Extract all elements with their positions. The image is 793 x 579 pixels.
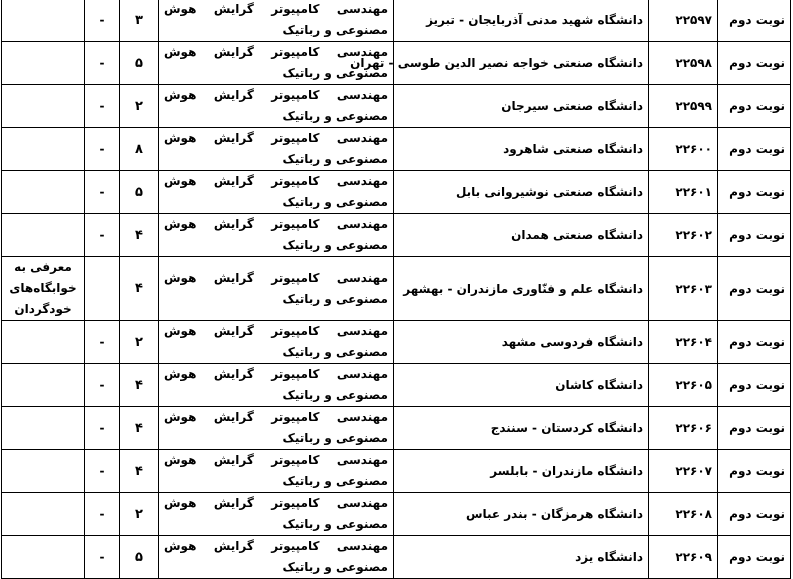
dash-cell: -	[85, 407, 120, 450]
dash-cell: -	[85, 85, 120, 128]
code-cell: ۲۲۶۰۷	[649, 450, 718, 493]
admission-table	[1, 0, 791, 579]
note-cell: معرفی به خوابگاه‌های خودگردان	[2, 257, 85, 321]
note-cell	[2, 321, 85, 364]
turn-cell: نوبت دوم	[718, 493, 791, 536]
field-cell: مهندسی کامپیوتر گرایش هوش مصنوعی و رباتیک	[159, 450, 394, 493]
field-cell: مهندسی کامپیوتر گرایش هوش مصنوعی و رباتیک	[159, 321, 394, 364]
field-cell: مهندسی کامپیوتر گرایش هوش مصنوعی و رباتیک	[159, 214, 394, 257]
turn-cell: نوبت دوم	[718, 85, 791, 128]
turn-cell: نوبت دوم	[718, 321, 791, 364]
turn-cell: نوبت دوم	[718, 407, 791, 450]
dash-cell: -	[85, 214, 120, 257]
field-cell: مهندسی کامپیوتر گرایش هوش مصنوعی و رباتیک	[159, 257, 394, 321]
note-cell	[2, 214, 85, 257]
field-cell: مهندسی کامپیوتر گرایش هوش مصنوعی و رباتیک	[159, 493, 394, 536]
table-row	[2, 493, 791, 536]
capacity-cell: ۸	[120, 128, 159, 171]
capacity-cell: ۲	[120, 493, 159, 536]
turn-cell: نوبت دوم	[718, 128, 791, 171]
code-cell: ۲۲۶۰۹	[649, 536, 718, 579]
university-cell: دانشگاه علم و فنّاوری مازندران - بهشهر	[394, 257, 649, 321]
university-cell: دانشگاه شهید مدنی آذربایجان - تبریز	[394, 0, 649, 42]
code-cell: ۲۲۵۹۸	[649, 42, 718, 85]
field-cell: مهندسی کامپیوتر گرایش هوش مصنوعی و رباتیک	[159, 0, 394, 42]
capacity-cell: ۴	[120, 450, 159, 493]
table-row	[2, 171, 791, 214]
dash-cell: -	[85, 321, 120, 364]
table-body	[2, 0, 791, 579]
note-cell	[2, 85, 85, 128]
turn-cell: نوبت دوم	[718, 42, 791, 85]
university-cell: دانشگاه صنعتی نوشیروانی بابل	[394, 171, 649, 214]
dash-cell: -	[85, 536, 120, 579]
turn-cell: نوبت دوم	[718, 450, 791, 493]
dash-cell: -	[85, 42, 120, 85]
code-cell: ۲۲۶۰۲	[649, 214, 718, 257]
table-row	[2, 128, 791, 171]
code-cell: ۲۲۶۰۶	[649, 407, 718, 450]
turn-cell: نوبت دوم	[718, 214, 791, 257]
note-cell	[2, 42, 85, 85]
dash-cell: -	[85, 450, 120, 493]
turn-cell: نوبت دوم	[718, 0, 791, 42]
note-cell	[2, 493, 85, 536]
university-cell: دانشگاه صنعتی شاهرود	[394, 128, 649, 171]
dash-cell: -	[85, 364, 120, 407]
table-row	[2, 536, 791, 579]
capacity-cell: ۵	[120, 536, 159, 579]
table-row	[2, 42, 791, 85]
field-cell: مهندسی کامپیوتر گرایش هوش مصنوعی و رباتیک	[159, 42, 394, 85]
field-cell: مهندسی کامپیوتر گرایش هوش مصنوعی و رباتیک	[159, 364, 394, 407]
turn-cell: نوبت دوم	[718, 257, 791, 321]
code-cell: ۲۲۶۰۰	[649, 128, 718, 171]
table-row	[2, 450, 791, 493]
code-cell: ۲۲۶۰۴	[649, 321, 718, 364]
university-cell: دانشگاه صنعتی همدان	[394, 214, 649, 257]
university-cell: دانشگاه کردستان - سنندج	[394, 407, 649, 450]
turn-cell: نوبت دوم	[718, 536, 791, 579]
dash-cell: -	[85, 493, 120, 536]
university-cell: دانشگاه فردوسی مشهد	[394, 321, 649, 364]
table-row	[2, 214, 791, 257]
field-cell: مهندسی کامپیوتر گرایش هوش مصنوعی و رباتیک	[159, 536, 394, 579]
code-cell: ۲۲۶۰۸	[649, 493, 718, 536]
university-cell: دانشگاه هرمزگان - بندر عباس	[394, 493, 649, 536]
note-cell	[2, 536, 85, 579]
field-cell: مهندسی کامپیوتر گرایش هوش مصنوعی و رباتیک	[159, 128, 394, 171]
dash-cell: -	[85, 171, 120, 214]
capacity-cell: ۴	[120, 364, 159, 407]
note-cell	[2, 0, 85, 42]
capacity-cell: ۴	[120, 407, 159, 450]
table-row	[2, 257, 791, 321]
capacity-cell: ۳	[120, 0, 159, 42]
field-cell: مهندسی کامپیوتر گرایش هوش مصنوعی و رباتیک	[159, 85, 394, 128]
capacity-cell: ۲	[120, 85, 159, 128]
field-cell: مهندسی کامپیوتر گرایش هوش مصنوعی و رباتیک	[159, 407, 394, 450]
note-cell	[2, 407, 85, 450]
note-cell	[2, 450, 85, 493]
dash-cell	[85, 257, 120, 321]
field-cell: مهندسی کامپیوتر گرایش هوش مصنوعی و رباتیک	[159, 171, 394, 214]
note-cell	[2, 128, 85, 171]
capacity-cell: ۴	[120, 257, 159, 321]
note-cell	[2, 171, 85, 214]
capacity-cell: ۲	[120, 321, 159, 364]
dash-cell: -	[85, 128, 120, 171]
table-row	[2, 85, 791, 128]
capacity-cell: ۵	[120, 171, 159, 214]
table-row	[2, 0, 791, 42]
turn-cell: نوبت دوم	[718, 364, 791, 407]
code-cell: ۲۲۵۹۹	[649, 85, 718, 128]
code-cell: ۲۲۶۰۳	[649, 257, 718, 321]
university-cell: دانشگاه مازندران - بابلسر	[394, 450, 649, 493]
code-cell: ۲۲۵۹۷	[649, 0, 718, 42]
university-cell: دانشگاه صنعتی خواجه نصیر الدین طوسی - تهران	[394, 42, 649, 85]
note-cell	[2, 364, 85, 407]
code-cell: ۲۲۶۰۱	[649, 171, 718, 214]
table-row	[2, 407, 791, 450]
university-cell: دانشگاه کاشان	[394, 364, 649, 407]
table-row	[2, 321, 791, 364]
capacity-cell: ۴	[120, 214, 159, 257]
dash-cell: -	[85, 0, 120, 42]
capacity-cell: ۵	[120, 42, 159, 85]
turn-cell: نوبت دوم	[718, 171, 791, 214]
table-row	[2, 364, 791, 407]
code-cell: ۲۲۶۰۵	[649, 364, 718, 407]
university-cell: دانشگاه یزد	[394, 536, 649, 579]
university-cell: دانشگاه صنعتی سیرجان	[394, 85, 649, 128]
